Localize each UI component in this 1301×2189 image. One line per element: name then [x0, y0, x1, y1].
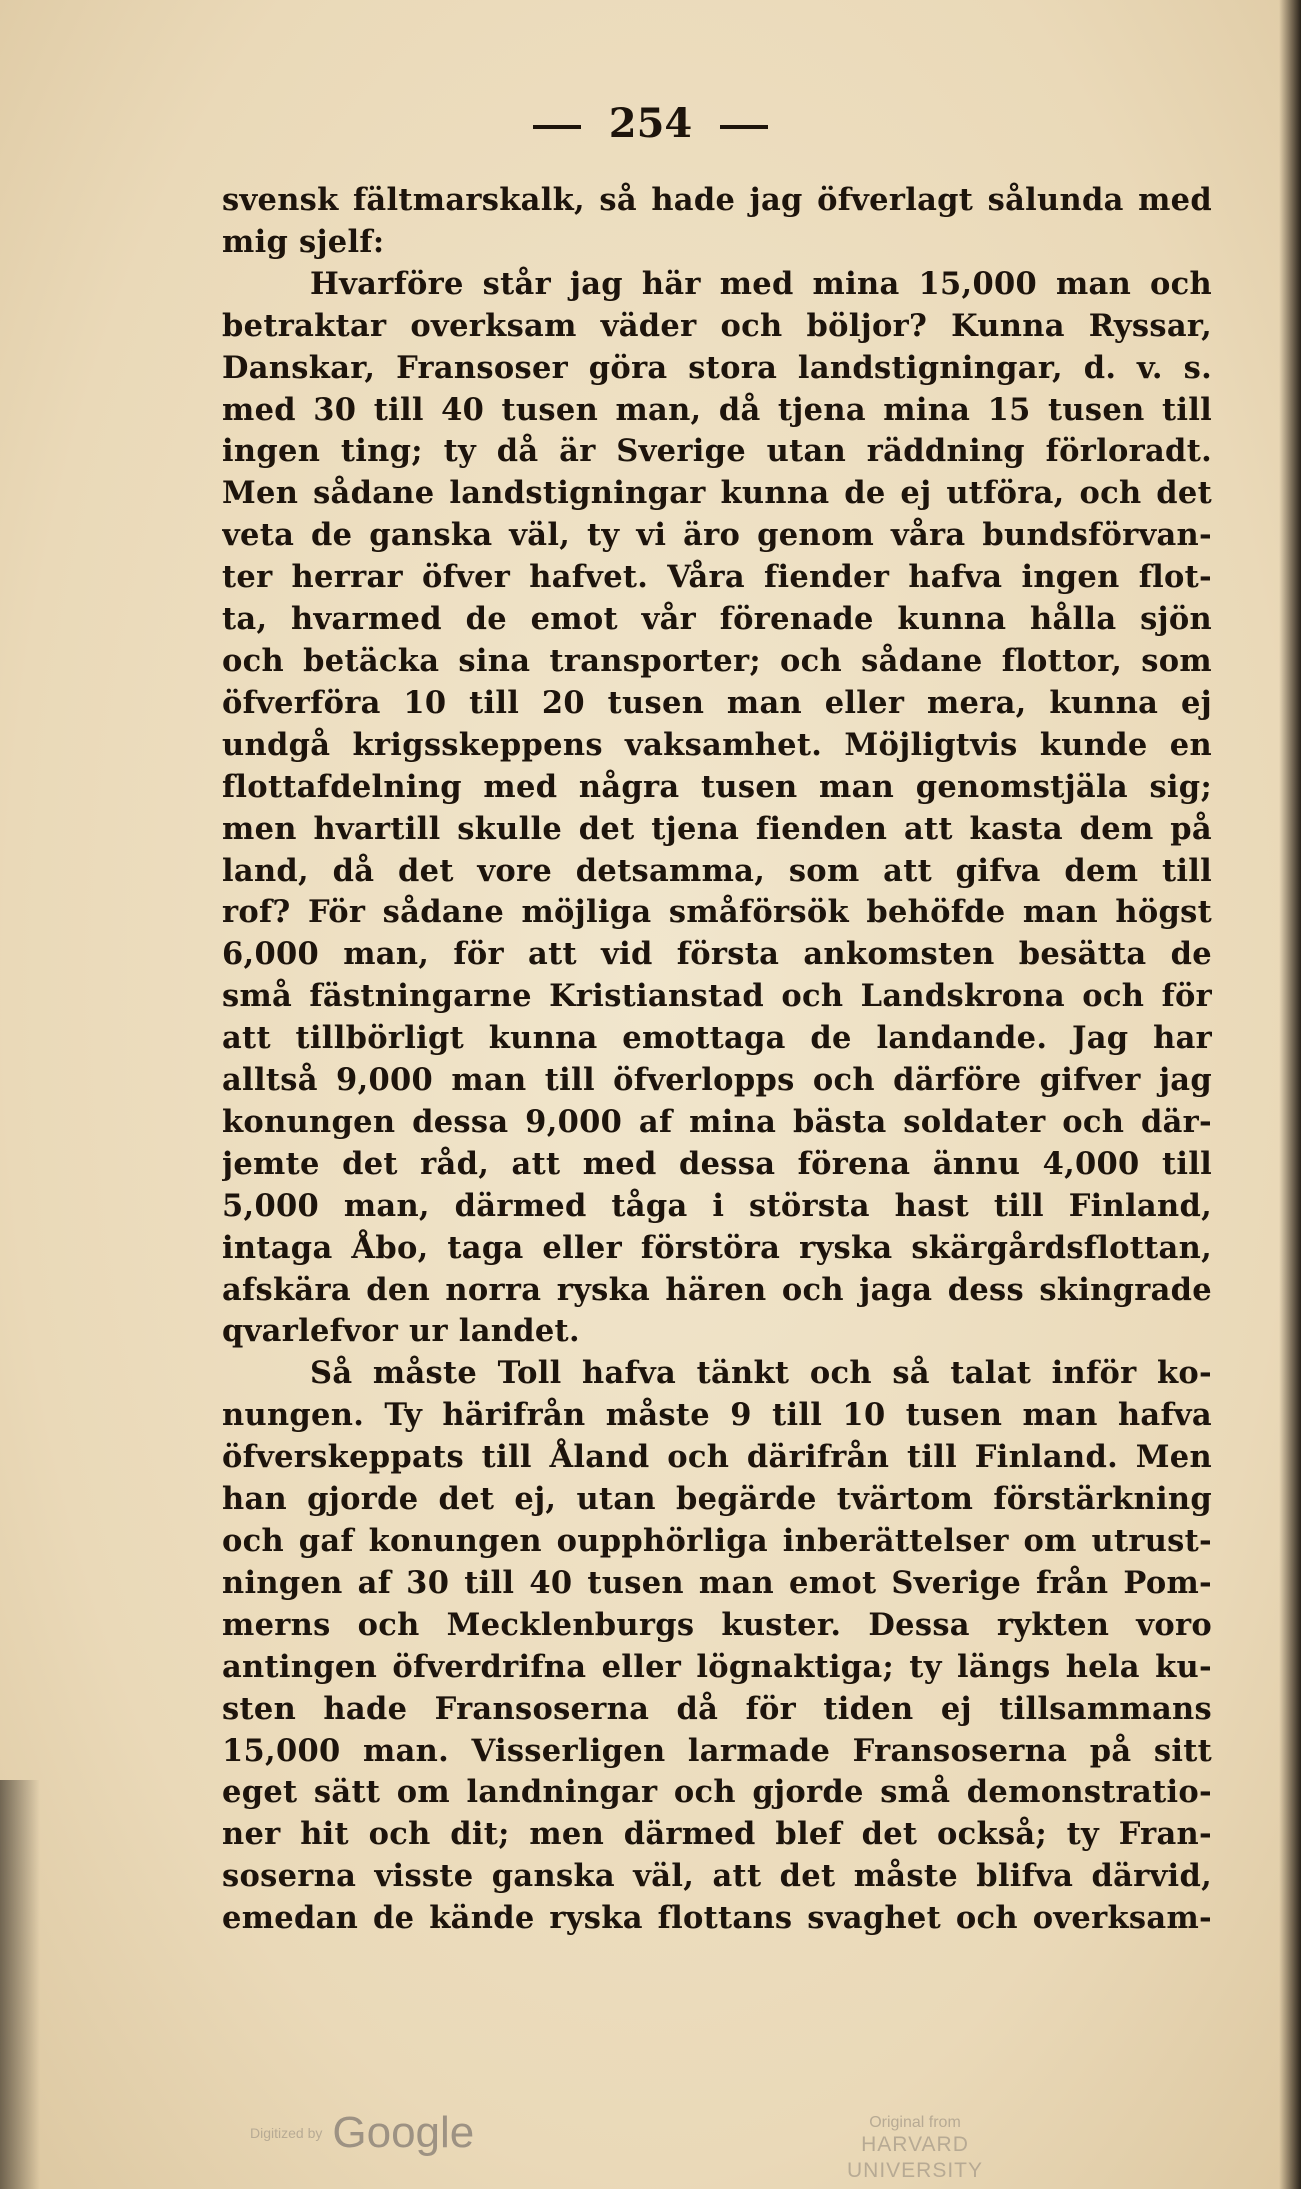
text-line: alltså 9,000 man till öfverlopps och därföre gifver jag — [222, 1062, 1212, 1099]
text-line: Hvarföre står jag här med mina 15,000 man och — [310, 265, 1212, 302]
text-line: men hvartill skulle det tjena fienden att kasta dem på — [222, 810, 1212, 847]
text-line: Men sådane landstigningar kunna de ej utföra, och det — [222, 475, 1212, 512]
text-line: eget sätt om landningar och gjorde små demonstratio- — [222, 1774, 1212, 1811]
text-line: rof? För sådane möjliga småförsök behöfde man högst — [222, 894, 1212, 931]
text-line: konungen dessa 9,000 af mina bästa soldater och där- — [222, 1103, 1212, 1140]
digitized-watermark — [250, 2108, 474, 2158]
text-line: jemte det råd, att med dessa förena ännu 4,000 till — [222, 1145, 1212, 1182]
original-from-text: Original from — [869, 2114, 961, 2131]
text-line: sten hade Fransoserna då för tiden ej tillsammans — [222, 1690, 1212, 1727]
text-line: afskära den norra ryska hären och jaga dess skingrade — [222, 1271, 1212, 1308]
text-line: små fästningarne Kristianstad och Landskrona och för — [222, 978, 1212, 1015]
text-line: undgå krigsskeppens vaksamhet. Möjligtvis kunde en — [222, 726, 1212, 763]
text-line: veta de ganska väl, ty vi äro genom våra bundsförvan- — [222, 517, 1212, 554]
text-line: och gaf konungen oupphörliga inberättelser om utrust- — [222, 1523, 1212, 1559]
text-line: merns och Mecklenburgs kuster. Dessa rykten voro — [222, 1606, 1212, 1643]
digitized-by-text: Digitized by — [250, 2125, 323, 2141]
text-line: öfverskeppats till Åland och därifrån till Finland. Men — [222, 1439, 1212, 1476]
body-text — [222, 180, 1212, 1940]
page-header — [0, 100, 1301, 147]
text-line: flottafdelning med några tusen man genomstjäla sig; — [222, 768, 1212, 805]
text-line: antingen öfverdrifna eller lögnaktiga; ty längs hela ku- — [222, 1648, 1212, 1685]
text-line: Så måste Toll hafva tänkt och så talat inför ko- — [310, 1355, 1212, 1392]
text-line: ta, hvarmed de emot vår förenade kunna hålla sjön — [222, 601, 1212, 638]
text-line: intaga Åbo, taga eller förstöra ryska skärgårdsflottan, — [222, 1229, 1212, 1266]
text-line: betraktar overksam väder och böljor? Kunna Ryssar, — [222, 307, 1212, 344]
text-line: att tillbörligt kunna emottaga de landande. Jag har — [222, 1020, 1212, 1057]
text-line: qvarlefvor ur landet. — [222, 1313, 580, 1350]
header-dash-left — [533, 125, 581, 129]
text-line: ningen af 30 till 40 tusen man emot Sverige från Pom- — [222, 1564, 1212, 1601]
text-line: med 30 till 40 tusen man, då tjena mina 15 tusen till — [222, 391, 1212, 428]
text-line: emedan de kände ryska flottans svaghet och overksam- — [222, 1900, 1212, 1937]
text-line: ingen ting; ty då är Sverige utan räddning förloradt. — [222, 433, 1212, 470]
page-number: 254 — [608, 100, 693, 147]
source-watermark — [790, 2114, 1040, 2184]
text-line: nungen. Ty härifrån måste 9 till 10 tusen man hafva — [222, 1397, 1212, 1434]
page-edge-shadow — [1279, 0, 1301, 2189]
text-line: ter herrar öfver hafvet. Våra fiender hafva ingen flot- — [222, 559, 1212, 596]
text-line: svensk fältmarskalk, så hade jag öfverlagt sålunda med — [222, 182, 1212, 218]
text-line: mig sjelf: — [222, 223, 385, 260]
institution-text: HARVARD UNIVERSITY — [846, 2133, 984, 2182]
page-corner-shadow — [0, 1780, 40, 2189]
text-line: 6,000 man, för att vid första ankomsten besätta de — [222, 936, 1212, 973]
text-line: ner hit och dit; men därmed blef det också; ty Fran- — [222, 1816, 1212, 1853]
text-line: han gjorde det ej, utan begärde tvärtom förstärkning — [222, 1481, 1212, 1518]
text-line: land, då det vore detsamma, som att gifva dem till — [222, 852, 1212, 889]
text-line: Danskar, Fransoser göra stora landstigningar, d. v. s. — [222, 349, 1212, 386]
text-line: soserna visste ganska väl, att det måste blifva därvid, — [222, 1858, 1212, 1895]
text-line: öfverföra 10 till 20 tusen man eller mera, kunna ej — [222, 684, 1212, 721]
text-line: och betäcka sina transporter; och sådane flottor, som — [222, 642, 1212, 679]
text-line: 5,000 man, därmed tåga i största hast till Finland, — [222, 1187, 1212, 1224]
header-dash-right — [720, 125, 768, 129]
google-logo: Google — [332, 2108, 475, 2157]
text-line: 15,000 man. Visserligen larmade Fransoserna på sitt — [222, 1732, 1212, 1769]
